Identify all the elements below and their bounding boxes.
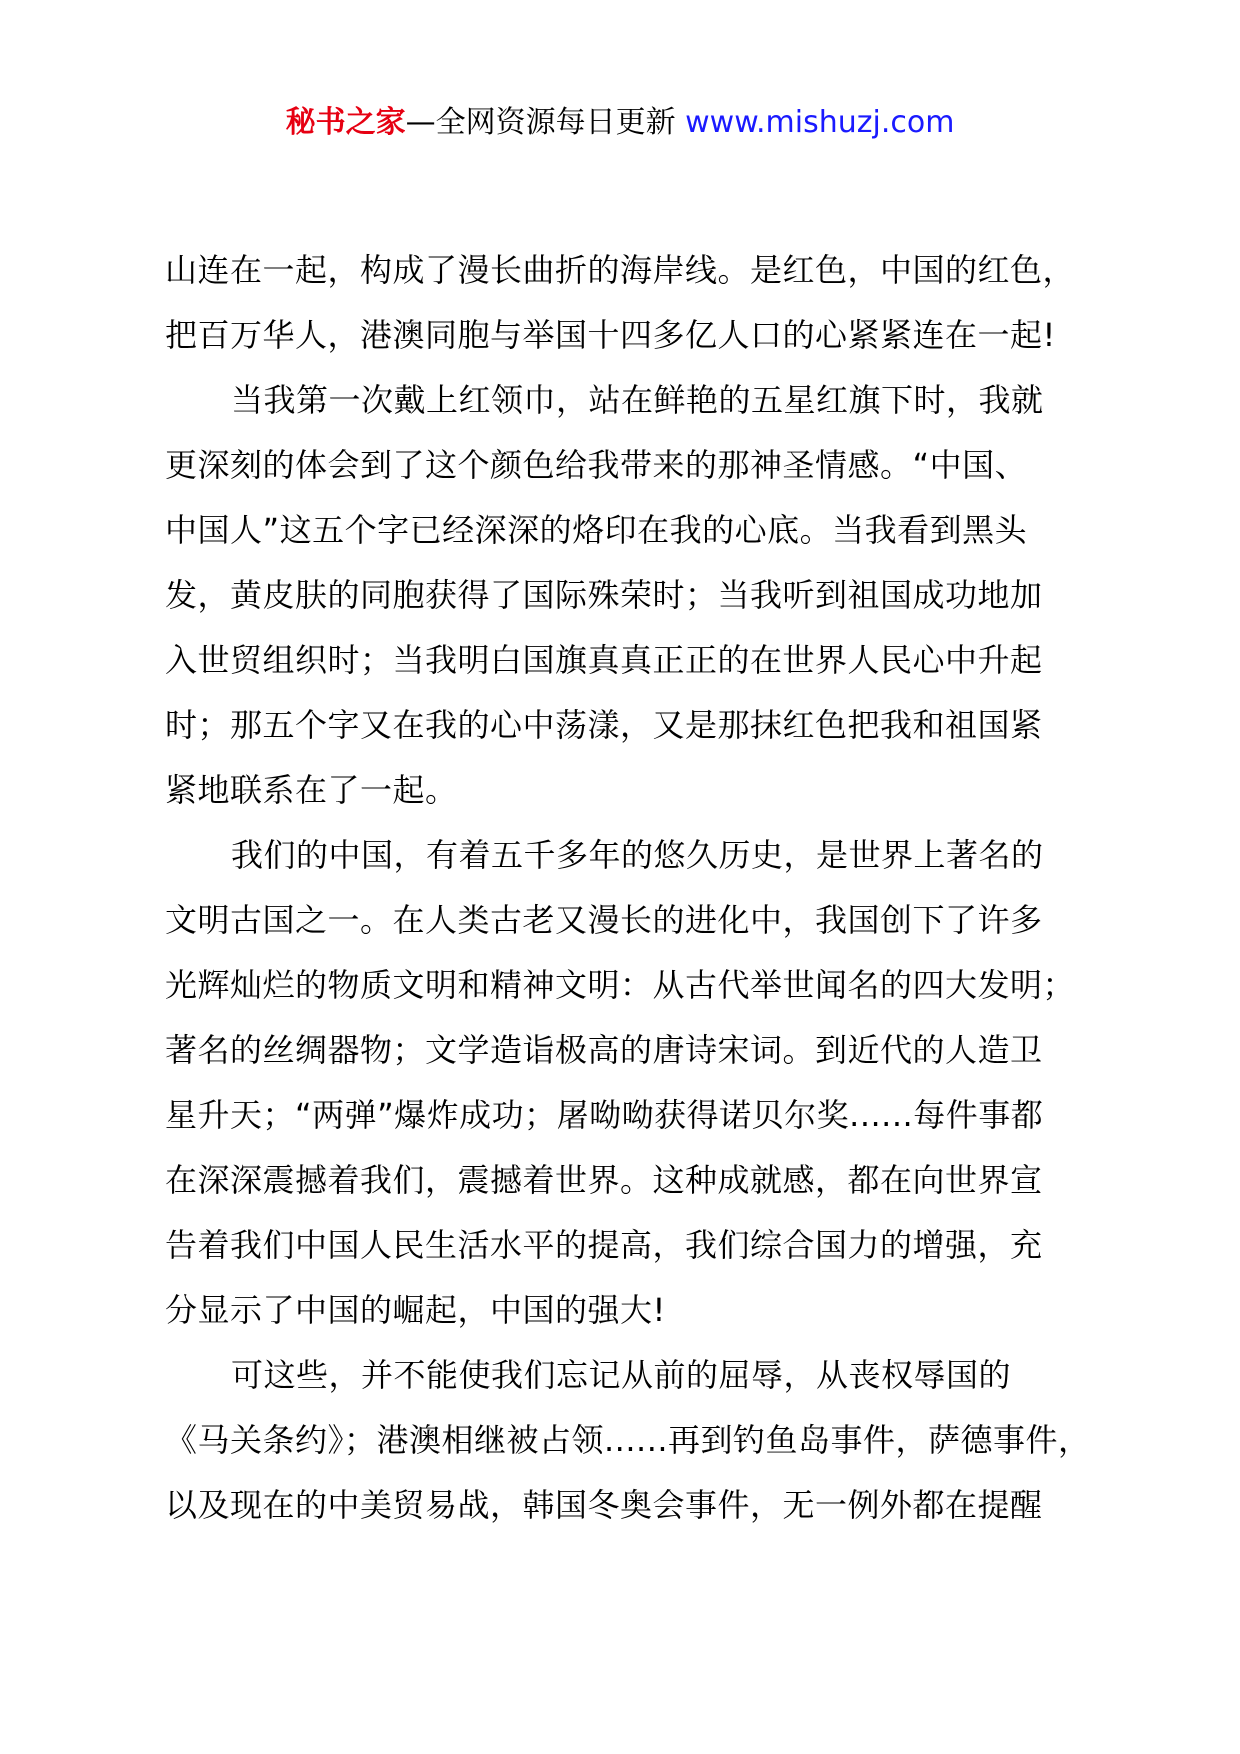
text-line: 时；那五个字又在我的心中荡漾，又是那抹红色把我和祖国紧 [165,706,1043,744]
text-line: 把百万华人，港澳同胞与举国十四多亿人口的心紧紧连在一起! [165,316,1056,354]
text-line: 文明古国之一。在人类古老又漫长的进化中，我国创下了许多 [165,901,1043,939]
paragraph-first-line: 可这些，并不能使我们忘记从前的屈辱，从丧权辱国的 [231,1356,1012,1394]
text-line: 山连在一起，构成了漫长曲折的海岸线。是红色，中国的红色， [165,251,1076,289]
article-body [165,238,1110,1538]
site-tagline: —全网资源每日更新 [405,105,686,140]
text-line: 在深深震撼着我们，震撼着世界。这种成就感，都在向世界宣 [165,1161,1043,1199]
site-brand-name: 秘书之家 [285,105,406,140]
text-line: 紧地联系在了一起。 [165,771,458,809]
text-line: 以及现在的中美贸易战，韩国冬奥会事件，无一例外都在提醒 [165,1486,1043,1524]
text-line: 星升天；“两弹”爆炸成功；屠呦呦获得诺贝尔奖......每件事都 [165,1096,1044,1134]
text-line: 入世贸组织时；当我明白国旗真真正正的在世界人民心中升起 [165,641,1043,679]
text-line: 中国人”这五个字已经深深的烙印在我的心底。当我看到黑头 [165,511,1028,549]
text-line: 分显示了中国的崛起，中国的强大! [165,1291,666,1329]
text-line: 著名的丝绸器物；文学造诣极高的唐诗宋词。到近代的人造卫 [165,1031,1043,1069]
text-line: 《马关条约》；港澳相继被占领......再到钓鱼岛事件，萨德事件， [165,1421,1091,1459]
paragraph-first-line: 我们的中国，有着五千多年的悠久历史，是世界上著名的 [231,836,1044,874]
paragraph-first-line: 当我第一次戴上红领巾，站在鲜艳的五星红旗下时，我就 [231,381,1044,419]
site-url-link[interactable]: www.mishuzj.com [685,105,955,140]
page-header [0,100,1240,146]
text-line: 光辉灿烂的物质文明和精神文明：从古代举世闻名的四大发明； [165,966,1076,1004]
text-line: 发，黄皮肤的同胞获得了国际殊荣时；当我听到祖国成功地加 [165,576,1043,614]
text-line: 更深刻的体会到了这个颜色给我带来的那神圣情感。“中国、 [165,446,1028,484]
text-line: 告着我们中国人民生活水平的提高，我们综合国力的增强，充 [165,1226,1043,1264]
